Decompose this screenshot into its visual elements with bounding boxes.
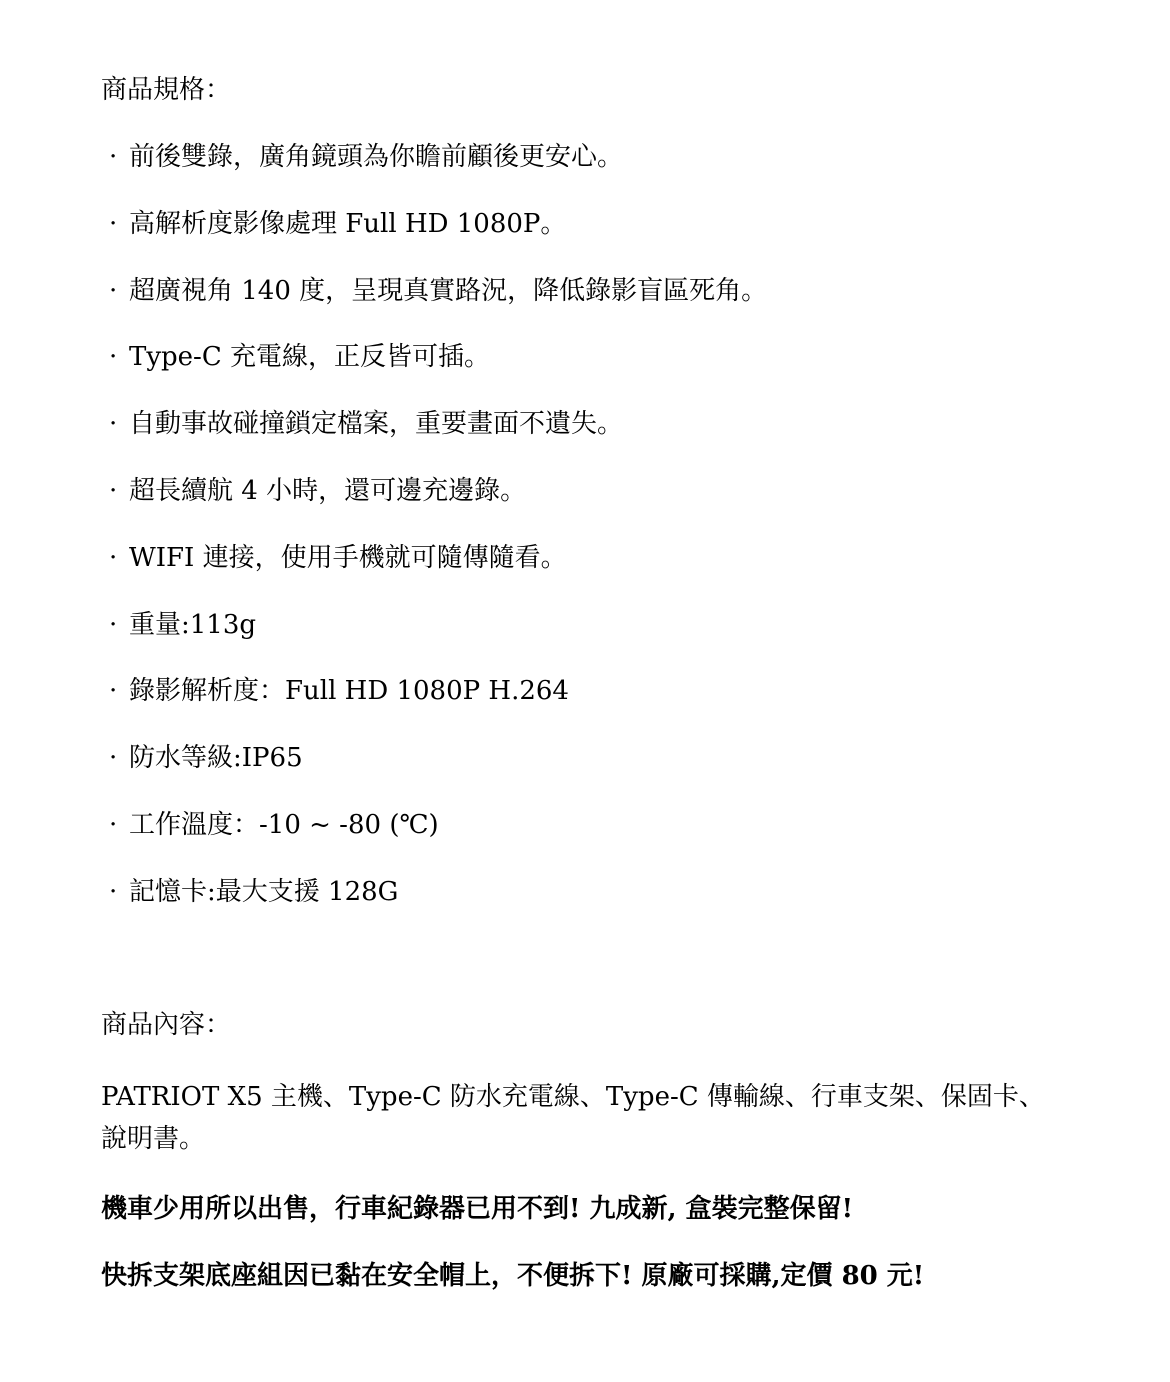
note-line-1: 機車少用所以出售，行車紀錄器已用不到! 九成新, 盒裝完整保留! xyxy=(101,1194,853,1224)
spec-item xyxy=(109,141,767,208)
spec-item xyxy=(109,341,767,408)
bullet: · xyxy=(109,743,118,774)
spec-item xyxy=(109,876,767,943)
spec-item-text: 超廣視角 140 度，呈現真實路況，降低錄影盲區死角。 xyxy=(129,275,768,306)
spec-item-text: 防水等級:IP65 xyxy=(129,743,303,774)
spec-list xyxy=(109,141,767,943)
note-line-2: 快拆支架底座組因已黏在安全帽上，不便拆下! 原廠可採購,定價 80 元! xyxy=(101,1261,925,1291)
bullet: · xyxy=(109,475,118,506)
spec-item xyxy=(109,408,767,475)
spec-item xyxy=(109,609,767,676)
bullet: · xyxy=(109,342,118,373)
bullet: · xyxy=(109,676,118,707)
bullet: · xyxy=(109,876,118,907)
bullet: · xyxy=(109,208,118,239)
bullet: · xyxy=(109,409,118,440)
spec-item xyxy=(109,809,767,876)
spec-item xyxy=(109,542,767,609)
contents-heading: 商品內容： xyxy=(101,1010,232,1040)
spec-item xyxy=(109,475,767,542)
spec-item-text: 前後雙錄，廣角鏡頭為你瞻前顧後更安心。 xyxy=(129,142,624,172)
contents-text: PATRIOT X5 主機、Type-C 防水充電線、Type-C 傳輸線、行車支架、保固卡、說明書。 xyxy=(101,1082,1045,1154)
spec-item-text: 記憶卡:最大支援 128G xyxy=(129,876,399,907)
spec-item xyxy=(109,742,767,809)
spec-item-text: Type-C 充電線，正反皆可插。 xyxy=(129,342,491,373)
spec-item xyxy=(109,675,767,742)
bullet: · xyxy=(109,609,118,640)
spec-item xyxy=(109,275,767,342)
bullet: · xyxy=(109,275,118,306)
spec-item-text: 自動事故碰撞鎖定檔案，重要畫面不遺失。 xyxy=(129,409,624,440)
spec-item-text: 錄影解析度：Full HD 1080P H.264 xyxy=(129,676,569,707)
spec-item-text: 工作溫度：-10 ~ -80 (℃) xyxy=(129,809,439,840)
bullet: · xyxy=(109,142,118,172)
spec-item xyxy=(109,208,767,275)
bullet: · xyxy=(109,542,118,573)
spec-item-text: 高解析度影像處理 Full HD 1080P。 xyxy=(129,208,567,239)
spec-heading: 商品規格： xyxy=(101,75,232,105)
bullet: · xyxy=(109,809,118,840)
spec-item-text: WIFI 連接，使用手機就可隨傳隨看。 xyxy=(129,542,567,573)
spec-item-text: 重量:113g xyxy=(129,609,257,640)
spec-item-text: 超長續航 4 小時，還可邊充邊錄。 xyxy=(129,475,527,506)
